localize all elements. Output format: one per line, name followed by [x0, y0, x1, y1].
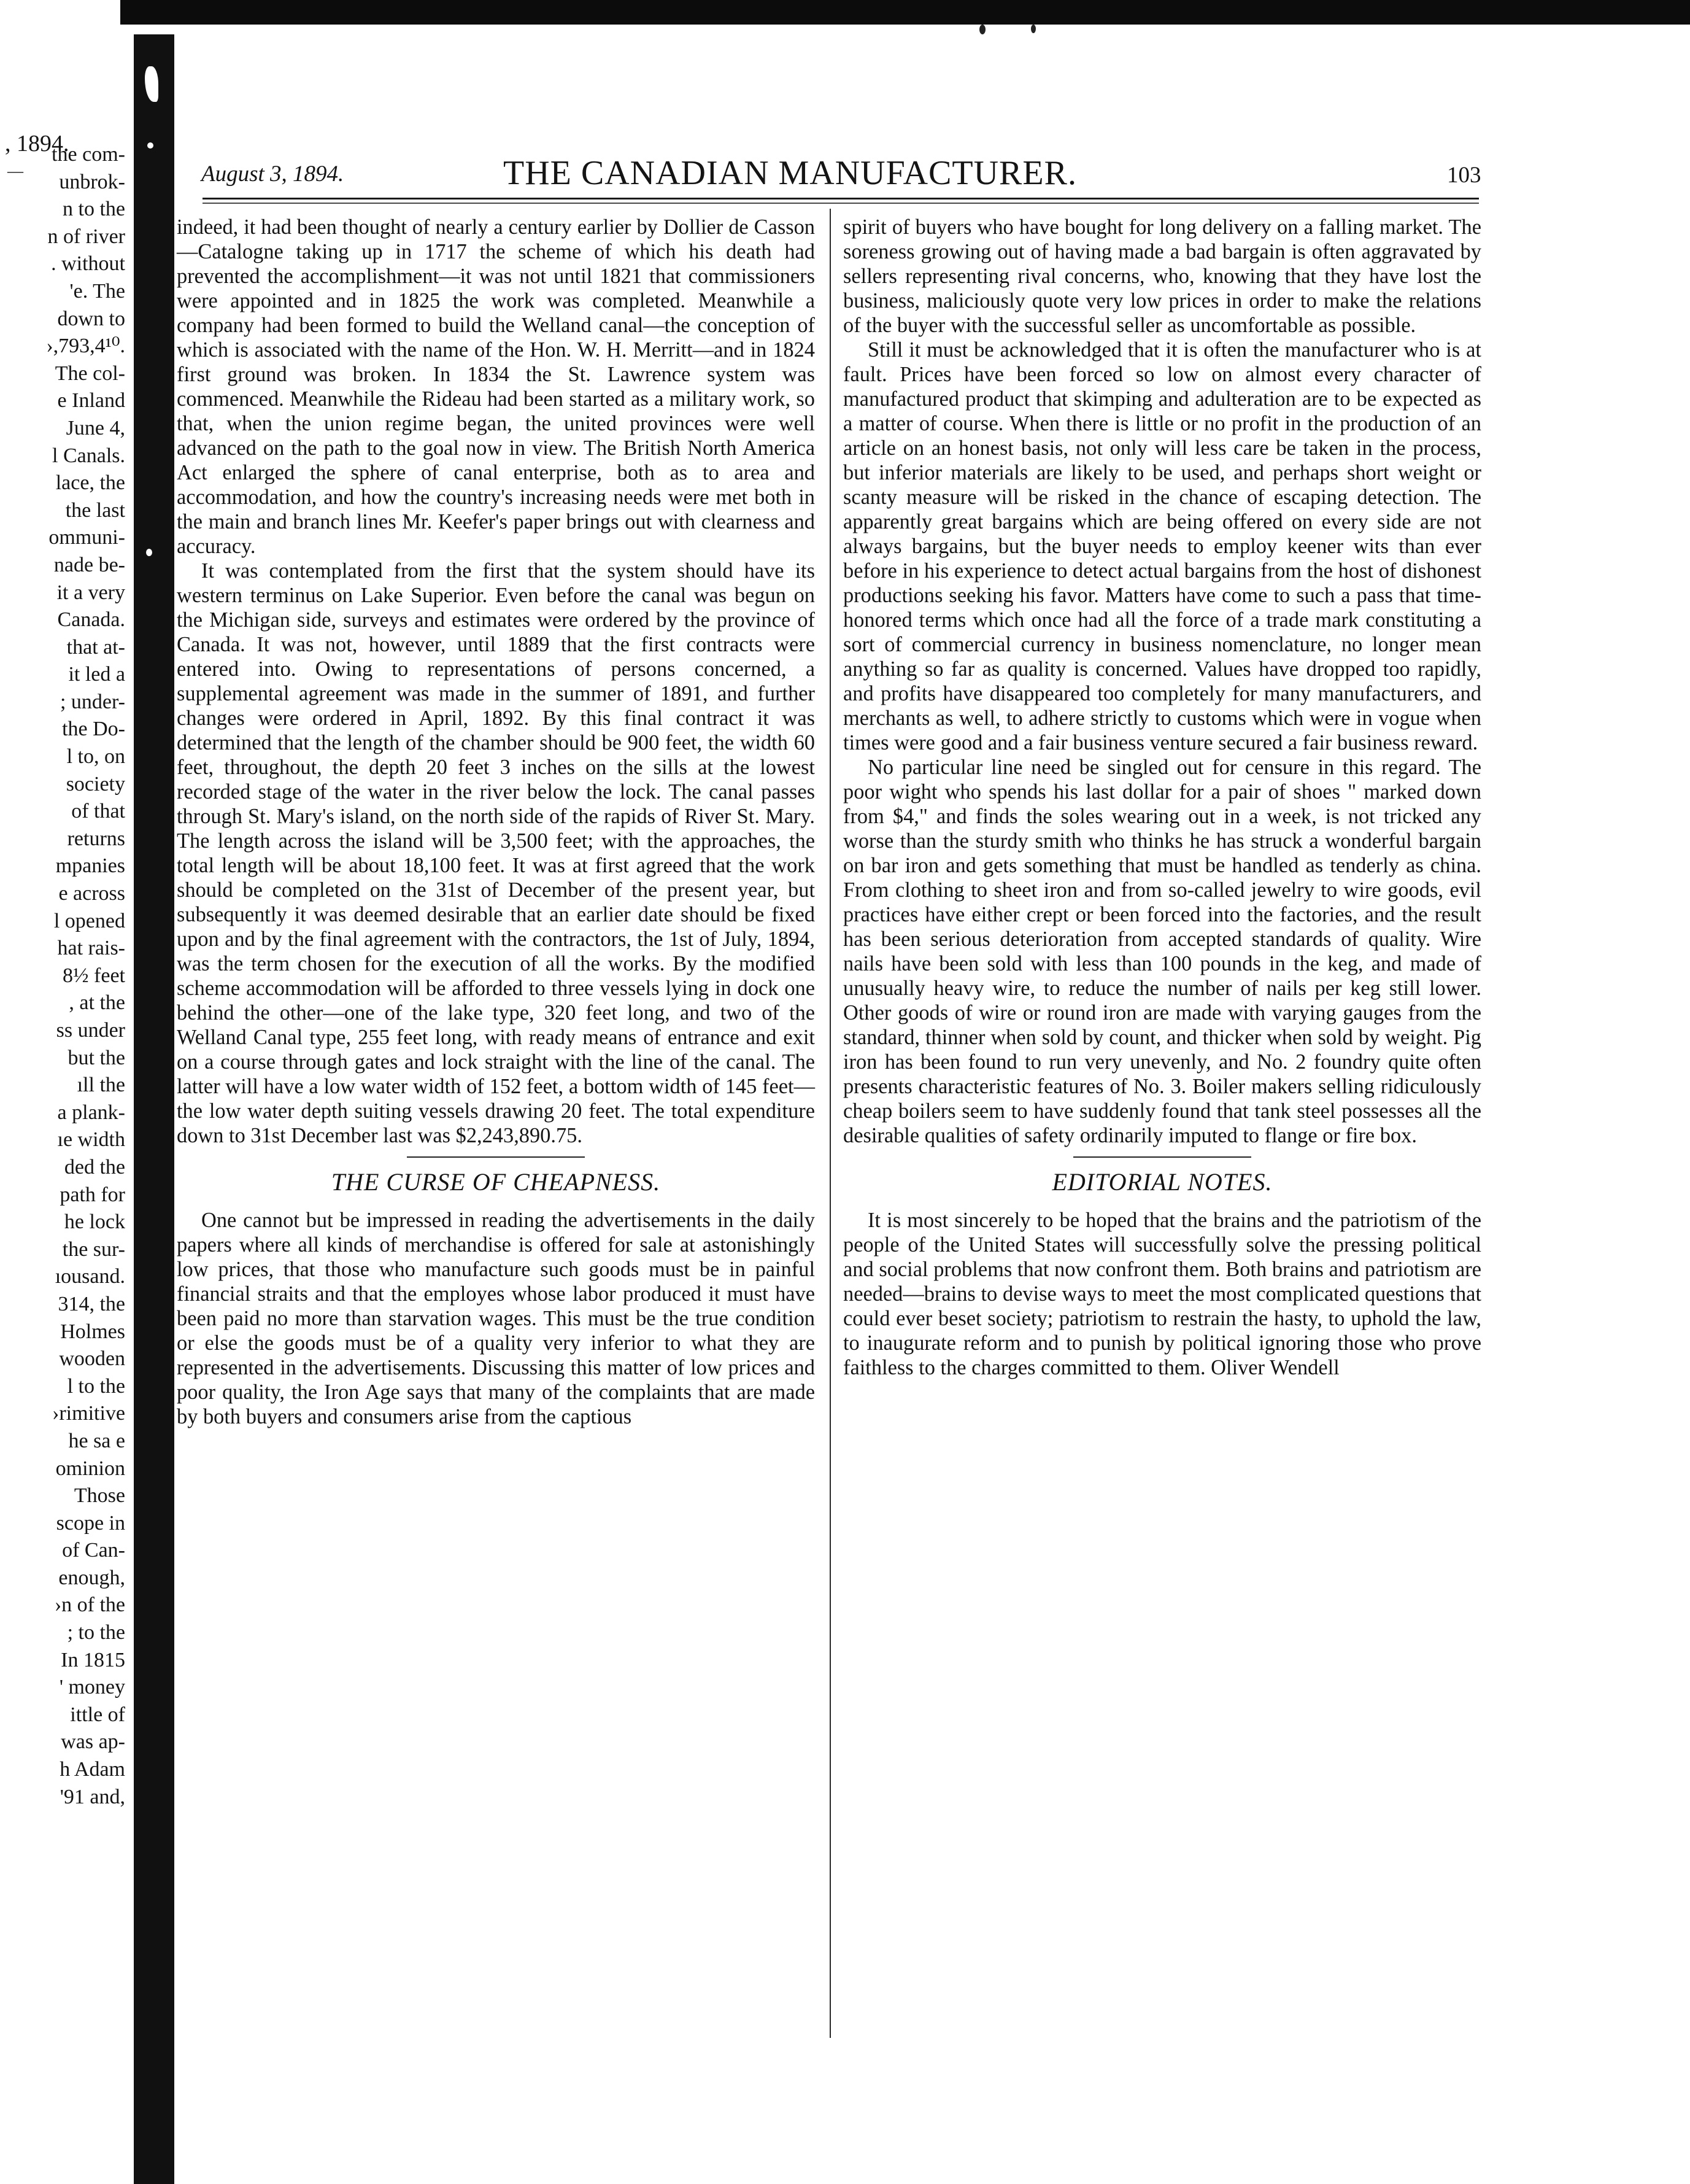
paragraph: indeed, it had been thought of nearly a century earlier by Dollier de Casson—Catalogne taking up in 1717 the scheme of which his death had prevented the accomplishment—it was not until 1821 that commissioners were appointed and in 1825 the work was completed. Meanwhile a company had been formed to build the Welland canal—the conception of which is associated with the name of the Hon. W. H. Merritt—and in 1824 first ground was broken. In 1834 the St. Lawrence system was commenced. Meanwhile the Rideau had been started as a military work, so that, when the union regime began, the united provinces were well advanced on the path to the goal now in view. The British North America Act enlarged the sphere of canal enterprise, both as to area and accommodation, and how the country's increasing needs were met both in the main and branch lines Mr. Keefer's paper brings out with clearness and accuracy.	[177, 215, 815, 558]
margin-fragment: ittle of	[70, 1703, 125, 1726]
margin-fragment: Canada.	[57, 608, 125, 632]
margin-fragment: l opened	[53, 909, 125, 932]
left-margin-text	[0, 141, 125, 1811]
issue-date: August 3, 1894.	[201, 161, 344, 187]
margin-fragment: it a very	[56, 581, 125, 604]
left-column	[177, 215, 815, 1429]
margin-fragment: n of river	[47, 225, 125, 248]
margin-fragment: ss under	[56, 1019, 125, 1042]
margin-fragment: Holmes	[60, 1320, 125, 1343]
margin-fragment: l to the	[67, 1374, 125, 1398]
paragraph: Still it must be acknowledged that it is often the manufacturer who is at fault. Prices have been forced so low on almost every character of manufactured product that skimping and adulteration are to be expected as a matter of course. When there is little or no profit in the production of an article on an honest basis, not only will less care be taken in the process, but inferior materials are likely to be used, and perhaps short weight or scanty measure will be risked in the chance of escaping detection. The apparently great bargains which are being offered on every side are not always bargains, but the buyer needs to employ keener wits than ever before in his experience to detect actual bargains from the host of dishonest productions seeking his favor. Matters have come to such a pass that time-honored terms which once had all the force of a trade mark constituting a sort of commercial currency in business nomenclature, no longer mean anything so far as quality is concerned. Values have dropped too rapidly, and profits have disappeared too completely for many manufacturers, and merchants as well, to adhere strictly to customs which were in vogue when times were good and a fair business venture secured a fair business reward.	[843, 338, 1481, 754]
margin-fragment: he sa e	[68, 1429, 125, 1452]
margin-fragment: ıousand.	[55, 1265, 125, 1288]
margin-fragment: ›,793,4¹⁰.	[46, 335, 125, 358]
margin-fragment: ; under-	[60, 690, 125, 713]
binding-shadow	[134, 34, 174, 2184]
margin-fragment: the Do-	[62, 718, 125, 741]
margin-fragment: , at the	[69, 991, 125, 1015]
margin-fragment: but the	[68, 1046, 125, 1069]
section-rule	[1073, 1156, 1251, 1158]
paragraph: spirit of buyers who have bought for long delivery on a falling market. The soreness growing out of having made a bad bargain is often aggravated by sellers representing rival concerns, who, knowing that they have lost the business, maliciously quote very low prices in order to make the relations of the buyer with the successful seller as uncomfortable as possible.	[843, 215, 1481, 337]
margin-fragment: that at-	[66, 635, 125, 659]
margin-fragment: down to	[57, 307, 125, 330]
margin-fragment: ommuni-	[48, 526, 125, 549]
margin-fragment: nade be-	[53, 553, 125, 576]
margin-fragment: ›n of the	[54, 1593, 125, 1617]
margin-fragment: path for	[60, 1183, 125, 1206]
header-rule	[203, 203, 1479, 204]
margin-fragment: ded the	[64, 1155, 125, 1179]
margin-fragment: h Adam	[60, 1758, 125, 1781]
scan-top-border	[120, 0, 1690, 25]
margin-fragment: hat rais-	[57, 937, 125, 960]
section-heading: THE CURSE OF CHEAPNESS.	[331, 1168, 661, 1196]
section-heading: EDITORIAL NOTES.	[1052, 1168, 1273, 1196]
margin-fragment: a plank-	[57, 1101, 125, 1124]
margin-fragment: 'e. The	[69, 279, 125, 303]
print-speck	[1031, 25, 1036, 33]
margin-fragment: 314, the	[58, 1292, 125, 1315]
margin-fragment: 8½ feet	[63, 964, 125, 987]
edge-dash: —	[7, 162, 23, 180]
margin-fragment: In 1815	[61, 1648, 125, 1671]
margin-fragment: the sur-	[62, 1237, 125, 1261]
margin-fragment: ıll the	[77, 1074, 125, 1097]
margin-fragment: '91 and,	[60, 1785, 125, 1808]
margin-fragment: ; to the	[67, 1621, 125, 1644]
margin-fragment: ıe width	[57, 1128, 125, 1152]
paragraph: It is most sincerely to be hoped that the brains and the patriotism of the people of the United States will successfully solve the pressing political and social problems that now confront them. Both brains and patriotism are needed—brains to devise ways to meet the most complicated questions that could ever beset society; patriotism to restrain the hasty, to uphold the law, to inaugurate reform and to punish by political ignoring those who prove faithless to the charges committed to them. Oliver Wendell	[843, 1209, 1481, 1379]
margin-fragment: . without	[51, 252, 125, 276]
margin-fragment: June 4,	[66, 416, 125, 440]
margin-fragment: lace, the	[55, 471, 125, 495]
margin-fragment: e Inland	[57, 389, 125, 412]
margin-fragment: l to, on	[66, 745, 125, 769]
margin-fragment: ' money	[59, 1676, 125, 1699]
header-rule	[203, 198, 1479, 199]
publication-title: THE CANADIAN MANUFACTURER.	[503, 154, 1077, 192]
margin-fragment: Those	[74, 1484, 125, 1508]
margin-fragment: the com-	[52, 143, 125, 166]
margin-fragment: returns	[67, 827, 125, 850]
margin-fragment: unbrok-	[59, 170, 125, 193]
margin-fragment: it led a	[68, 663, 125, 686]
margin-fragment: enough,	[58, 1566, 125, 1589]
margin-fragment: The col-	[55, 362, 125, 385]
margin-fragment: of Can-	[62, 1539, 125, 1562]
page-number: 103	[1447, 163, 1481, 188]
margin-fragment: ominion	[55, 1457, 125, 1480]
paragraph: It was contemplated from the first that the system should have its western terminus on Lake Superior. Even before the canal was begun on the Michigan side, surveys and estimates were ordered by the province of Canada. It was not, however, until 1889 that the first contracts were entered into. Owing to representations of persons concerned, a supplemental agreement was made in the summer of 1891, and further changes were ordered in April, 1892. By this final contract it was determined that the length of the chamber should be 900 feet, the width 60 feet, throughout, the depth 20 feet 3 inches on the sills at the lowest recorded stage of the water in the river below the lock. The canal passes through St. Mary's island, on the north side of the rapids of River St. Mary. The length across the island will be 3,500 feet; with the approaches, the total length will be about 18,100 feet. It was at first agreed that the work should be completed on the 31st of December of the present year, but subsequently it was deemed desirable that an earlier date should be fixed upon and by the final agreement with the contractors, the 1st of July, 1894, was the term chosen for the execution of all the works. By the modified scheme accommodation will be afforded to three vessels lying in dock one behind the other—one of the lake type, 320 feet long, and two of the Welland Canal type, 255 feet long, with ready means of entrance and exit on a course through gates and lock straight with the line of the canal. The latter will have a low water width of 152 feet, a bottom width of 145 feet—the low water depth suiting vessels drawing 20 feet. The total expenditure down to 31st December last was $2,243,890.75.	[177, 559, 815, 1147]
paragraph: No particular line need be singled out for censure in this regard. The poor wight who spends his last dollar for a pair of shoes " marked down from $4," and finds the soles wearing out in a week, is not tricked any worse than the sturdy smith who thinks he has struck a wonderful bargain on bar iron and gets something that must be handled as tenderly as china. From clothing to sheet iron and from so-called jewelry to wire goods, evil practices have either crept or been forced into the factories, and the result has been serious deterioration from accepted standards of quality. Wire nails have been sold with less than 100 pounds in the keg, and made of unusually heavy wire, to reduce the number of nails per keg still lower. Other goods of wire or round iron are made with varying gauges from the standard, thinner when sold by count, and thicker when sold by weight. Pig iron has been found to run very unevenly, and No. 2 foundry quite often presents characteristic features of No. 3. Boiler makers selling ridiculously cheap boilers seem to have suddenly found that tank steel possesses all the desirable qualities of safety ordinarily imputed to flange or fire box.	[843, 756, 1481, 1147]
margin-fragment: the last	[65, 498, 125, 522]
margin-fragment: he lock	[64, 1210, 125, 1234]
column-divider	[830, 209, 831, 2038]
right-column	[843, 215, 1481, 1380]
margin-fragment: l Canals.	[52, 444, 125, 467]
margin-fragment: scope in	[56, 1511, 125, 1535]
margin-fragment: of that	[71, 800, 125, 823]
binding-mark	[145, 66, 158, 102]
margin-fragment: was ap-	[61, 1730, 125, 1754]
margin-fragment: society	[66, 772, 125, 796]
margin-fragment: mpanies	[55, 854, 125, 878]
margin-fragment: ›rimitive	[52, 1402, 125, 1425]
binding-mark	[146, 549, 152, 556]
print-speck	[979, 25, 986, 34]
paragraph: One cannot but be impressed in reading the advertisements in the daily papers where all kinds of merchandise is offered for sale at astonishingly low prices, that those who manufacture such goods must be in painful financial straits and that the employes whose labor produced it must have been paid no more than starvation wages. This must be the true condition or else the goods must be of a quality very inferior to what they are represented in the advertisements. Discussing this matter of low prices and poor quality, the Iron Age says that many of the complaints that are made by both buyers and consumers arise from the captious	[177, 1209, 815, 1428]
section-rule	[407, 1156, 585, 1158]
binding-mark	[147, 142, 153, 149]
margin-fragment: e across	[58, 882, 125, 905]
margin-fragment: wooden	[59, 1347, 125, 1371]
edge-date-fragment: , 1894.	[5, 131, 69, 157]
margin-fragment: n to the	[63, 198, 125, 221]
